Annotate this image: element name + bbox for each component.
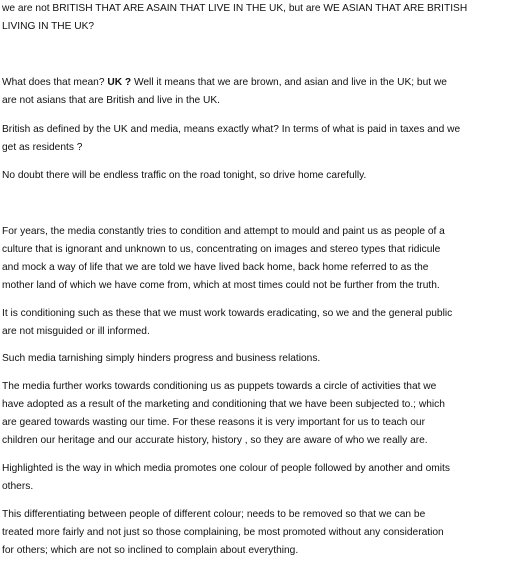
- paragraph-1-line-2: LIVING IN THE UK?: [2, 21, 95, 32]
- paragraph-5-line-1: For years, the media constantly tries to condition and attempt to mould and paint us as people of a: [2, 226, 445, 237]
- paragraph-2-text-b: Well it means that we are brown, and asian and live in the UK; but we: [131, 77, 447, 88]
- paragraph-3-line-1: British as defined by the UK and media, means exactly what? In terms of what is paid in taxes and we: [2, 124, 461, 135]
- paragraph-6-line-1: It is conditioning such as these that we must work towards eradicating, so we and the general public: [2, 308, 453, 319]
- paragraph-5-line-4: mother land of which we have come from, which at most times could not be further from the truth.: [2, 280, 440, 291]
- paragraph-8-line-3: are geared towards wasting our time. For these reasons it is very important for us to teach our: [2, 417, 425, 428]
- paragraph-10-line-1: This differentiating between people of different colour; needs to be removed so that we can be: [2, 509, 426, 520]
- paragraph-6-line-2: are not misguided or ill informed.: [2, 326, 150, 337]
- paragraph-4-line-1: No doubt there will be endless traffic on the road tonight, so drive home carefully.: [2, 170, 367, 181]
- paragraph-5-line-3: and mock a way of life that we are told we have lived back home, back home referred to as the: [2, 262, 429, 273]
- paragraph-5: [2, 223, 508, 295]
- paragraph-2-line-2: are not asians that are British and live in the UK.: [2, 95, 221, 106]
- paragraph-8-line-1: The media further works towards conditioning us as puppets towards a circle of activities that we: [2, 381, 437, 392]
- paragraph-10-line-2: treated more fairly and not just so those complaining, be most promoted without any consideration: [2, 527, 444, 538]
- paragraph-3-line-2: get as residents ?: [2, 142, 83, 153]
- paragraph-2-text-a: What does that mean?: [2, 77, 108, 88]
- paragraph-7-line-1: Such media tarnishing simply hinders progress and business relations.: [2, 353, 321, 364]
- paragraph-10-line-3: for others; which are not so inclined to complain about everything.: [2, 545, 299, 556]
- paragraph-8-line-4: children our heritage and our accurate history, history , so they are aware of who we really are.: [2, 435, 428, 446]
- paragraph-2-line-1: [2, 74, 508, 92]
- paragraph-1: [2, 0, 508, 36]
- paragraph-7: [2, 350, 508, 368]
- paragraph-6: [2, 305, 508, 341]
- paragraph-2: [2, 74, 508, 110]
- paragraph-8: [2, 378, 508, 450]
- paragraph-2-bold-uk: UK ?: [107, 77, 132, 88]
- paragraph-9-line-1: Highlighted is the way in which media promotes one colour of people followed by another and omits: [2, 463, 450, 474]
- paragraph-3: [2, 121, 508, 157]
- paragraph-1-line-1: we are not BRITISH THAT ARE ASAIN THAT LIVE IN THE UK, but are WE ASIAN THAT ARE BRITISH: [2, 3, 468, 14]
- paragraph-5-line-2: culture that is ignorant and unknown to us, concentrating on images and stereo types that ridicule: [2, 244, 441, 255]
- paragraph-8-line-2: have adopted as a result of the marketing and conditioning that we have been subjected to.; which: [2, 399, 445, 410]
- paragraph-9-line-2: others.: [2, 481, 34, 492]
- paragraph-10: [2, 506, 508, 560]
- paragraph-9: [2, 460, 508, 496]
- paragraph-4: [2, 167, 508, 185]
